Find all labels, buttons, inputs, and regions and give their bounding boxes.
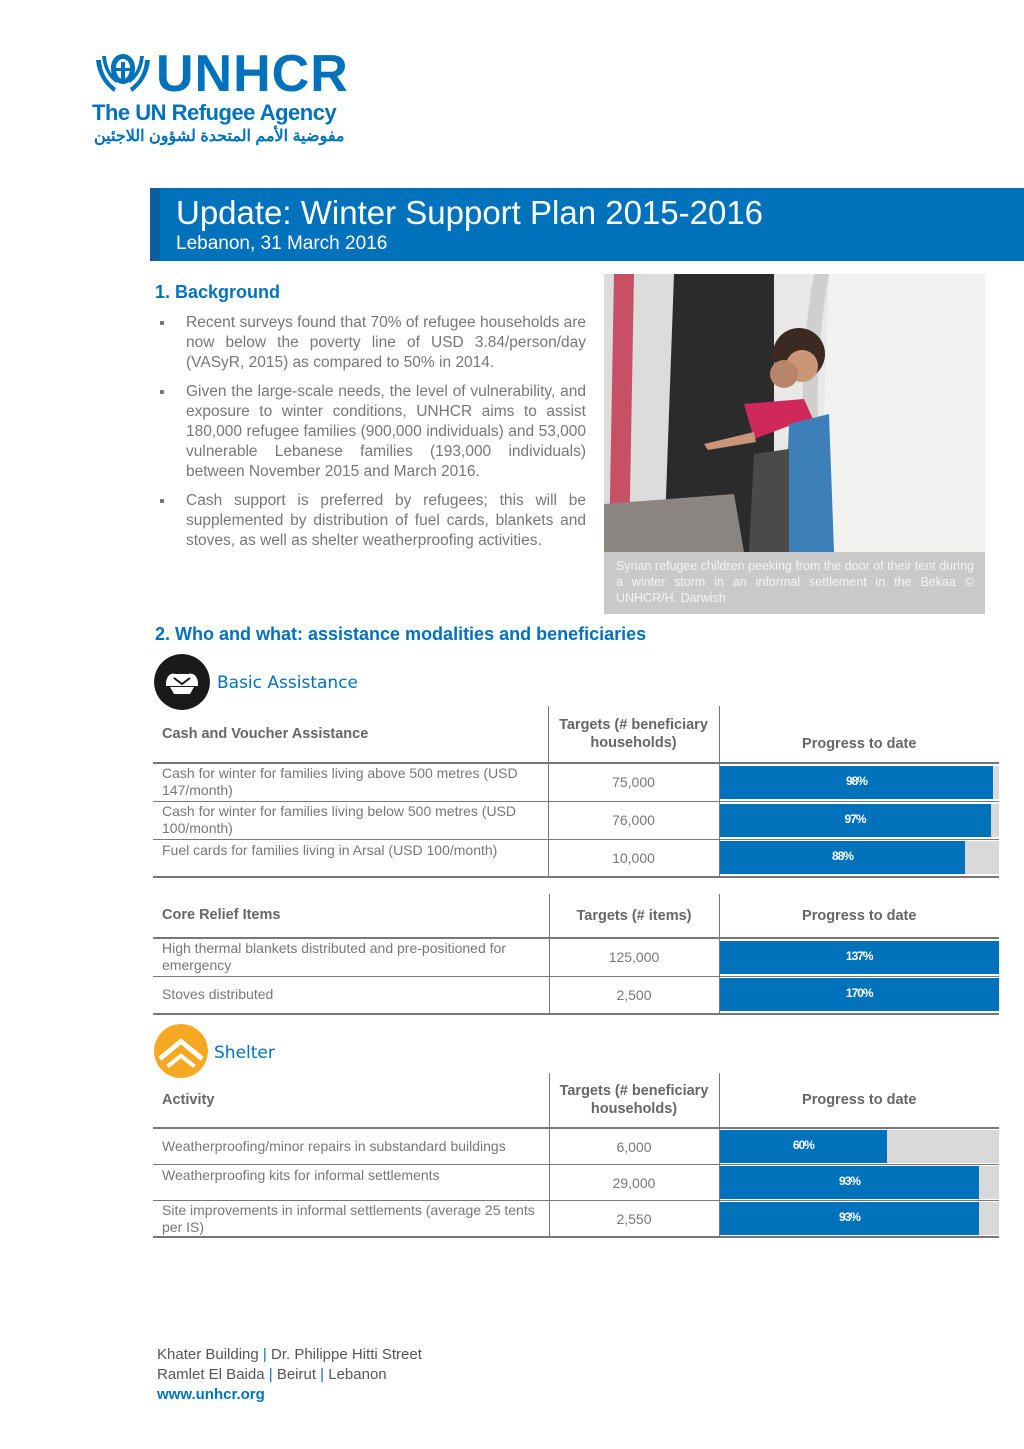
address-area: Ramlet El Baida	[157, 1366, 265, 1383]
row-target: 2,500	[549, 976, 719, 1014]
address-street: Dr. Philippe Hitti Street	[270, 1346, 422, 1363]
website-link[interactable]: www.unhcr.org	[157, 1386, 265, 1403]
separator: |	[320, 1366, 325, 1383]
progress-cell	[719, 1128, 999, 1165]
cash-voucher-table	[153, 706, 999, 878]
row-label: Site improvements in informal settlements (average 25 tents per IS)	[153, 1201, 549, 1238]
progress-cell	[719, 763, 999, 801]
shelter-title: Shelter	[214, 1043, 275, 1063]
table-row	[153, 976, 999, 1014]
photo-illustration	[604, 274, 985, 552]
logo-tagline: The UN Refugee Agency	[92, 100, 337, 125]
column-header: Cash and Voucher Assistance	[153, 706, 548, 763]
row-target: 10,000	[548, 839, 719, 877]
progress-track	[720, 978, 1000, 1011]
photo-caption: Syrian refugee children peeking from the door of their tent during a winter storm in an informal settlement in the Bekaa © UNHCR/H. Darwish	[616, 559, 974, 605]
progress-track	[720, 841, 1000, 874]
logo-wordmark: UNHCR	[156, 45, 349, 103]
progress-track	[720, 1202, 1000, 1235]
progress-percent: 170%	[845, 986, 873, 1001]
progress-cell	[719, 938, 999, 976]
row-label: Fuel cards for families living in Arsal (USD 100/month)	[153, 839, 548, 877]
table-header-row	[153, 706, 999, 763]
progress-cell	[719, 839, 999, 877]
address-city: Beirut	[276, 1366, 316, 1383]
column-header: Targets (# beneficiary households)	[549, 1073, 719, 1128]
table-row	[153, 763, 999, 801]
column-header: Targets (# items)	[549, 894, 719, 938]
progress-track	[720, 804, 1000, 837]
progress-track	[720, 1166, 1000, 1199]
page-title: Update: Winter Support Plan 2015-2016	[176, 194, 764, 231]
progress-percent: 93%	[838, 1210, 860, 1224]
progress-percent: 60%	[792, 1138, 814, 1152]
column-header: Progress to date	[802, 907, 917, 924]
column-header: Progress to date	[802, 736, 917, 752]
banner-edge	[150, 188, 160, 261]
row-label: Cash for winter for families living above 500 metres (USD 147/month)	[153, 763, 548, 801]
row-label: Weatherproofing/minor repairs in substandard buildings	[153, 1128, 549, 1165]
row-label: Stoves distributed	[153, 976, 549, 1014]
row-label: Weatherproofing kits for informal settlements	[153, 1165, 549, 1201]
row-target: 6,000	[549, 1128, 719, 1165]
progress-percent: 137%	[845, 948, 873, 963]
table-row	[153, 801, 999, 839]
bullet-item: Given the large-scale needs, the level of vulnerability, and exposure to winter conditions, UNHCR aims to assist 180,000 refugee families (900,000 individuals) and 53,000 vulnerable Lebanese families (193,000 individuals) between November 2015 and March 2016.	[158, 382, 586, 482]
background-bullets	[158, 313, 586, 560]
address-line-1	[157, 1345, 422, 1365]
shelter-activities-table	[153, 1073, 999, 1238]
table-row	[153, 839, 999, 877]
basic-assistance-icon	[154, 654, 210, 710]
progress-cell	[719, 976, 999, 1014]
page-subtitle: Lebanon, 31 March 2016	[176, 233, 388, 254]
row-target: 2,550	[549, 1201, 719, 1238]
table-row	[153, 1165, 999, 1201]
progress-cell	[719, 1201, 999, 1238]
table-header-row	[153, 894, 999, 938]
separator: |	[262, 1346, 267, 1363]
refugee-children-photo	[604, 274, 985, 614]
column-header: Core Relief Items	[153, 894, 549, 938]
progress-track	[720, 766, 1000, 799]
address-country: Lebanon	[328, 1366, 387, 1383]
unhcr-logo	[92, 45, 372, 148]
basic-assistance-title: Basic Assistance	[217, 673, 358, 693]
section-heading-background: 1. Background	[155, 282, 281, 302]
shelter-icon	[154, 1024, 208, 1078]
row-target: 75,000	[548, 763, 719, 801]
title-banner	[150, 188, 1024, 261]
table-row	[153, 1201, 999, 1238]
footer-address	[157, 1345, 422, 1405]
row-label: Cash for winter for families living below 500 metres (USD 100/month)	[153, 801, 548, 839]
progress-cell	[719, 801, 999, 839]
core-relief-items-table	[153, 894, 999, 1015]
unhcr-emblem-icon	[92, 50, 154, 100]
logo-arabic-tagline: مفوضية الأمم المتحدة لشؤون اللاجئين	[94, 128, 345, 145]
row-target: 125,000	[549, 938, 719, 976]
progress-track	[720, 1130, 1000, 1163]
address-building: Khater Building	[157, 1346, 259, 1363]
progress-cell	[719, 1165, 999, 1201]
column-header: Activity	[153, 1073, 549, 1128]
progress-percent: 93%	[838, 1174, 860, 1188]
progress-percent: 97%	[844, 811, 866, 826]
row-target: 29,000	[549, 1165, 719, 1201]
row-label: High thermal blankets distributed and pre-positioned for emergency	[153, 938, 549, 976]
section-heading-assistance: 2. Who and what: assistance modalities and beneficiaries	[155, 624, 647, 644]
table-row	[153, 938, 999, 976]
table-row	[153, 1128, 999, 1165]
progress-percent: 98%	[845, 773, 867, 788]
column-header: Targets (# beneficiary households)	[548, 706, 719, 763]
row-target: 76,000	[548, 801, 719, 839]
address-line-2	[157, 1365, 422, 1385]
progress-track	[720, 941, 1000, 974]
bullet-item: Cash support is preferred by refugees; this will be supplemented by distribution of fuel cards, blankets and stoves, as well as shelter weatherproofing activities.	[158, 491, 586, 551]
column-header: Progress to date	[802, 1092, 917, 1108]
table-header-row	[153, 1073, 999, 1128]
bullet-item: Recent surveys found that 70% of refugee households are now below the poverty line of USD 3.84/person/day (VASyR, 2015) as compared to 50% in 2014.	[158, 313, 586, 373]
separator: |	[268, 1366, 273, 1383]
progress-percent: 88%	[831, 849, 853, 864]
